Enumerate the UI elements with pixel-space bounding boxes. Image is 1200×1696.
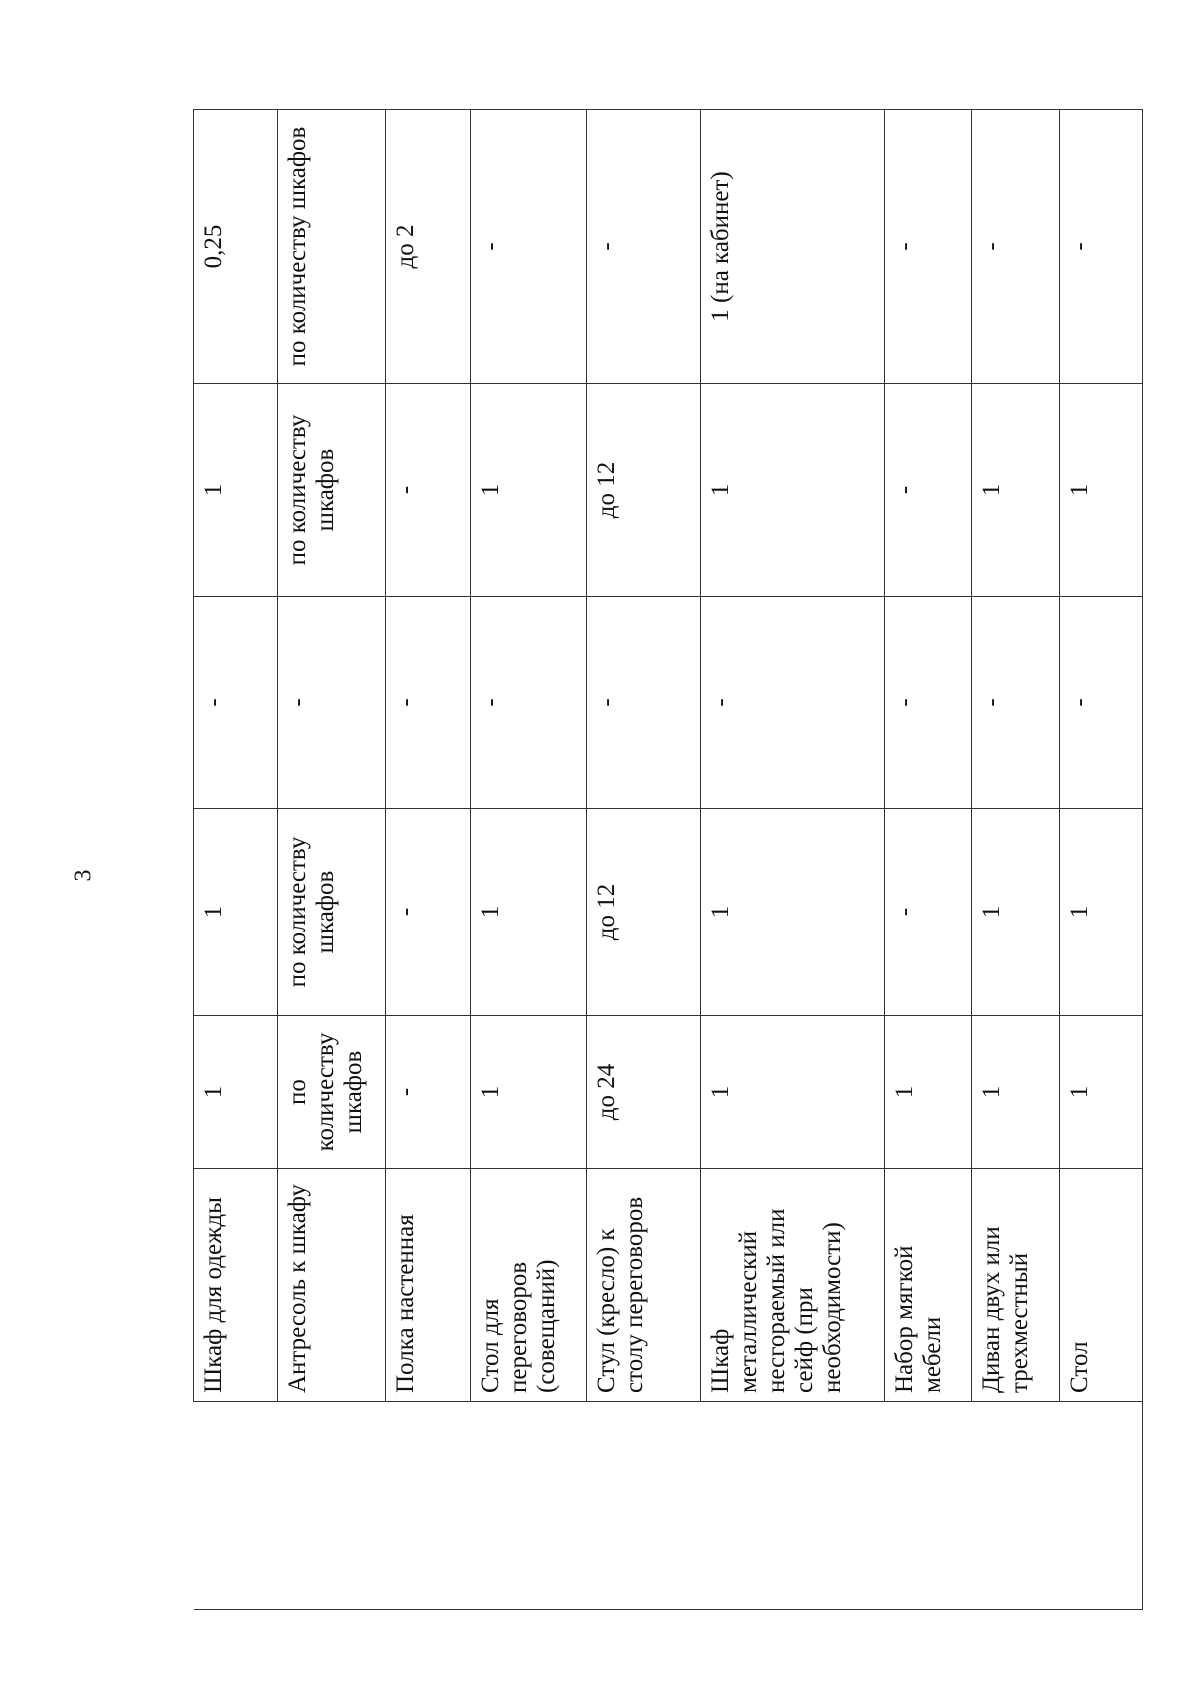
table-row — [884, 110, 972, 1610]
page-number: 3 — [70, 869, 97, 882]
value-cell: - — [385, 597, 470, 809]
value-cell: по количеству шкафов — [277, 1016, 385, 1169]
value-cell: 1 (на кабинет) — [700, 110, 884, 384]
table-row — [700, 110, 884, 1610]
value-cell: 0,25 — [194, 110, 278, 384]
value-cell: до 12 — [586, 809, 700, 1016]
table-row — [277, 110, 385, 1610]
value-cell: 1 — [700, 809, 884, 1016]
value-cell: - — [972, 110, 1060, 384]
value-cell: - — [1060, 110, 1143, 384]
value-cell: - — [277, 597, 385, 809]
item-name-cell: Стул (кресло) к столу переговоров — [586, 1169, 700, 1402]
value-cell: - — [470, 597, 586, 809]
table-row — [470, 110, 586, 1610]
table-row — [586, 110, 700, 1610]
value-cell: - — [884, 597, 972, 809]
value-cell: до 2 — [385, 110, 470, 384]
table-row — [972, 110, 1060, 1610]
item-name-cell: Набор мягкой мебели — [884, 1169, 972, 1402]
value-cell: - — [385, 809, 470, 1016]
value-cell: 1 — [972, 809, 1060, 1016]
item-name-cell: Диван двух или трехместный — [972, 1169, 1060, 1402]
value-cell: - — [470, 110, 586, 384]
item-name-cell: Шкаф металлический несгораемый или сейф (при необходимости) — [700, 1169, 884, 1402]
value-cell: - — [586, 110, 700, 384]
value-cell: 1 — [470, 384, 586, 597]
value-cell: - — [700, 597, 884, 809]
value-cell: 1 — [700, 1016, 884, 1169]
value-cell: до 24 — [586, 1016, 700, 1169]
table-row — [194, 110, 278, 1610]
value-cell: 1 — [972, 1016, 1060, 1169]
item-name-cell: Стол для переговоров (совещаний) — [470, 1169, 586, 1402]
table-row — [385, 110, 470, 1610]
value-cell: 1 — [1060, 1016, 1143, 1169]
value-cell: 1 — [194, 1016, 278, 1169]
value-cell: до 12 — [586, 384, 700, 597]
value-cell: 1 — [470, 1016, 586, 1169]
value-cell: - — [884, 384, 972, 597]
rotated-table-container — [193, 110, 1143, 1610]
value-cell: 1 — [1060, 809, 1143, 1016]
furniture-norms-table — [193, 109, 1143, 1610]
value-cell: - — [385, 384, 470, 597]
value-cell: 1 — [194, 809, 278, 1016]
value-cell: - — [586, 597, 700, 809]
value-cell: 1 — [194, 384, 278, 597]
value-cell: по количеству шкафов — [277, 809, 385, 1016]
item-name-cell: Полка настенная — [385, 1169, 470, 1402]
table-row — [1060, 110, 1143, 1610]
value-cell: - — [884, 809, 972, 1016]
blank-column-cell — [194, 1402, 1143, 1610]
value-cell: 1 — [700, 384, 884, 597]
value-cell: - — [884, 110, 972, 384]
value-cell: по количеству шкафов — [277, 110, 385, 384]
value-cell: - — [1060, 597, 1143, 809]
item-name-cell: Стол — [1060, 1169, 1143, 1402]
value-cell: - — [385, 1016, 470, 1169]
value-cell: по количеству шкафов — [277, 384, 385, 597]
value-cell: - — [972, 597, 1060, 809]
value-cell: - — [194, 597, 278, 809]
value-cell: 1 — [1060, 384, 1143, 597]
value-cell: 1 — [470, 809, 586, 1016]
item-name-cell: Шкаф для одежды — [194, 1169, 278, 1402]
value-cell: 1 — [972, 384, 1060, 597]
value-cell: 1 — [884, 1016, 972, 1169]
item-name-cell: Антресоль к шкафу — [277, 1169, 385, 1402]
